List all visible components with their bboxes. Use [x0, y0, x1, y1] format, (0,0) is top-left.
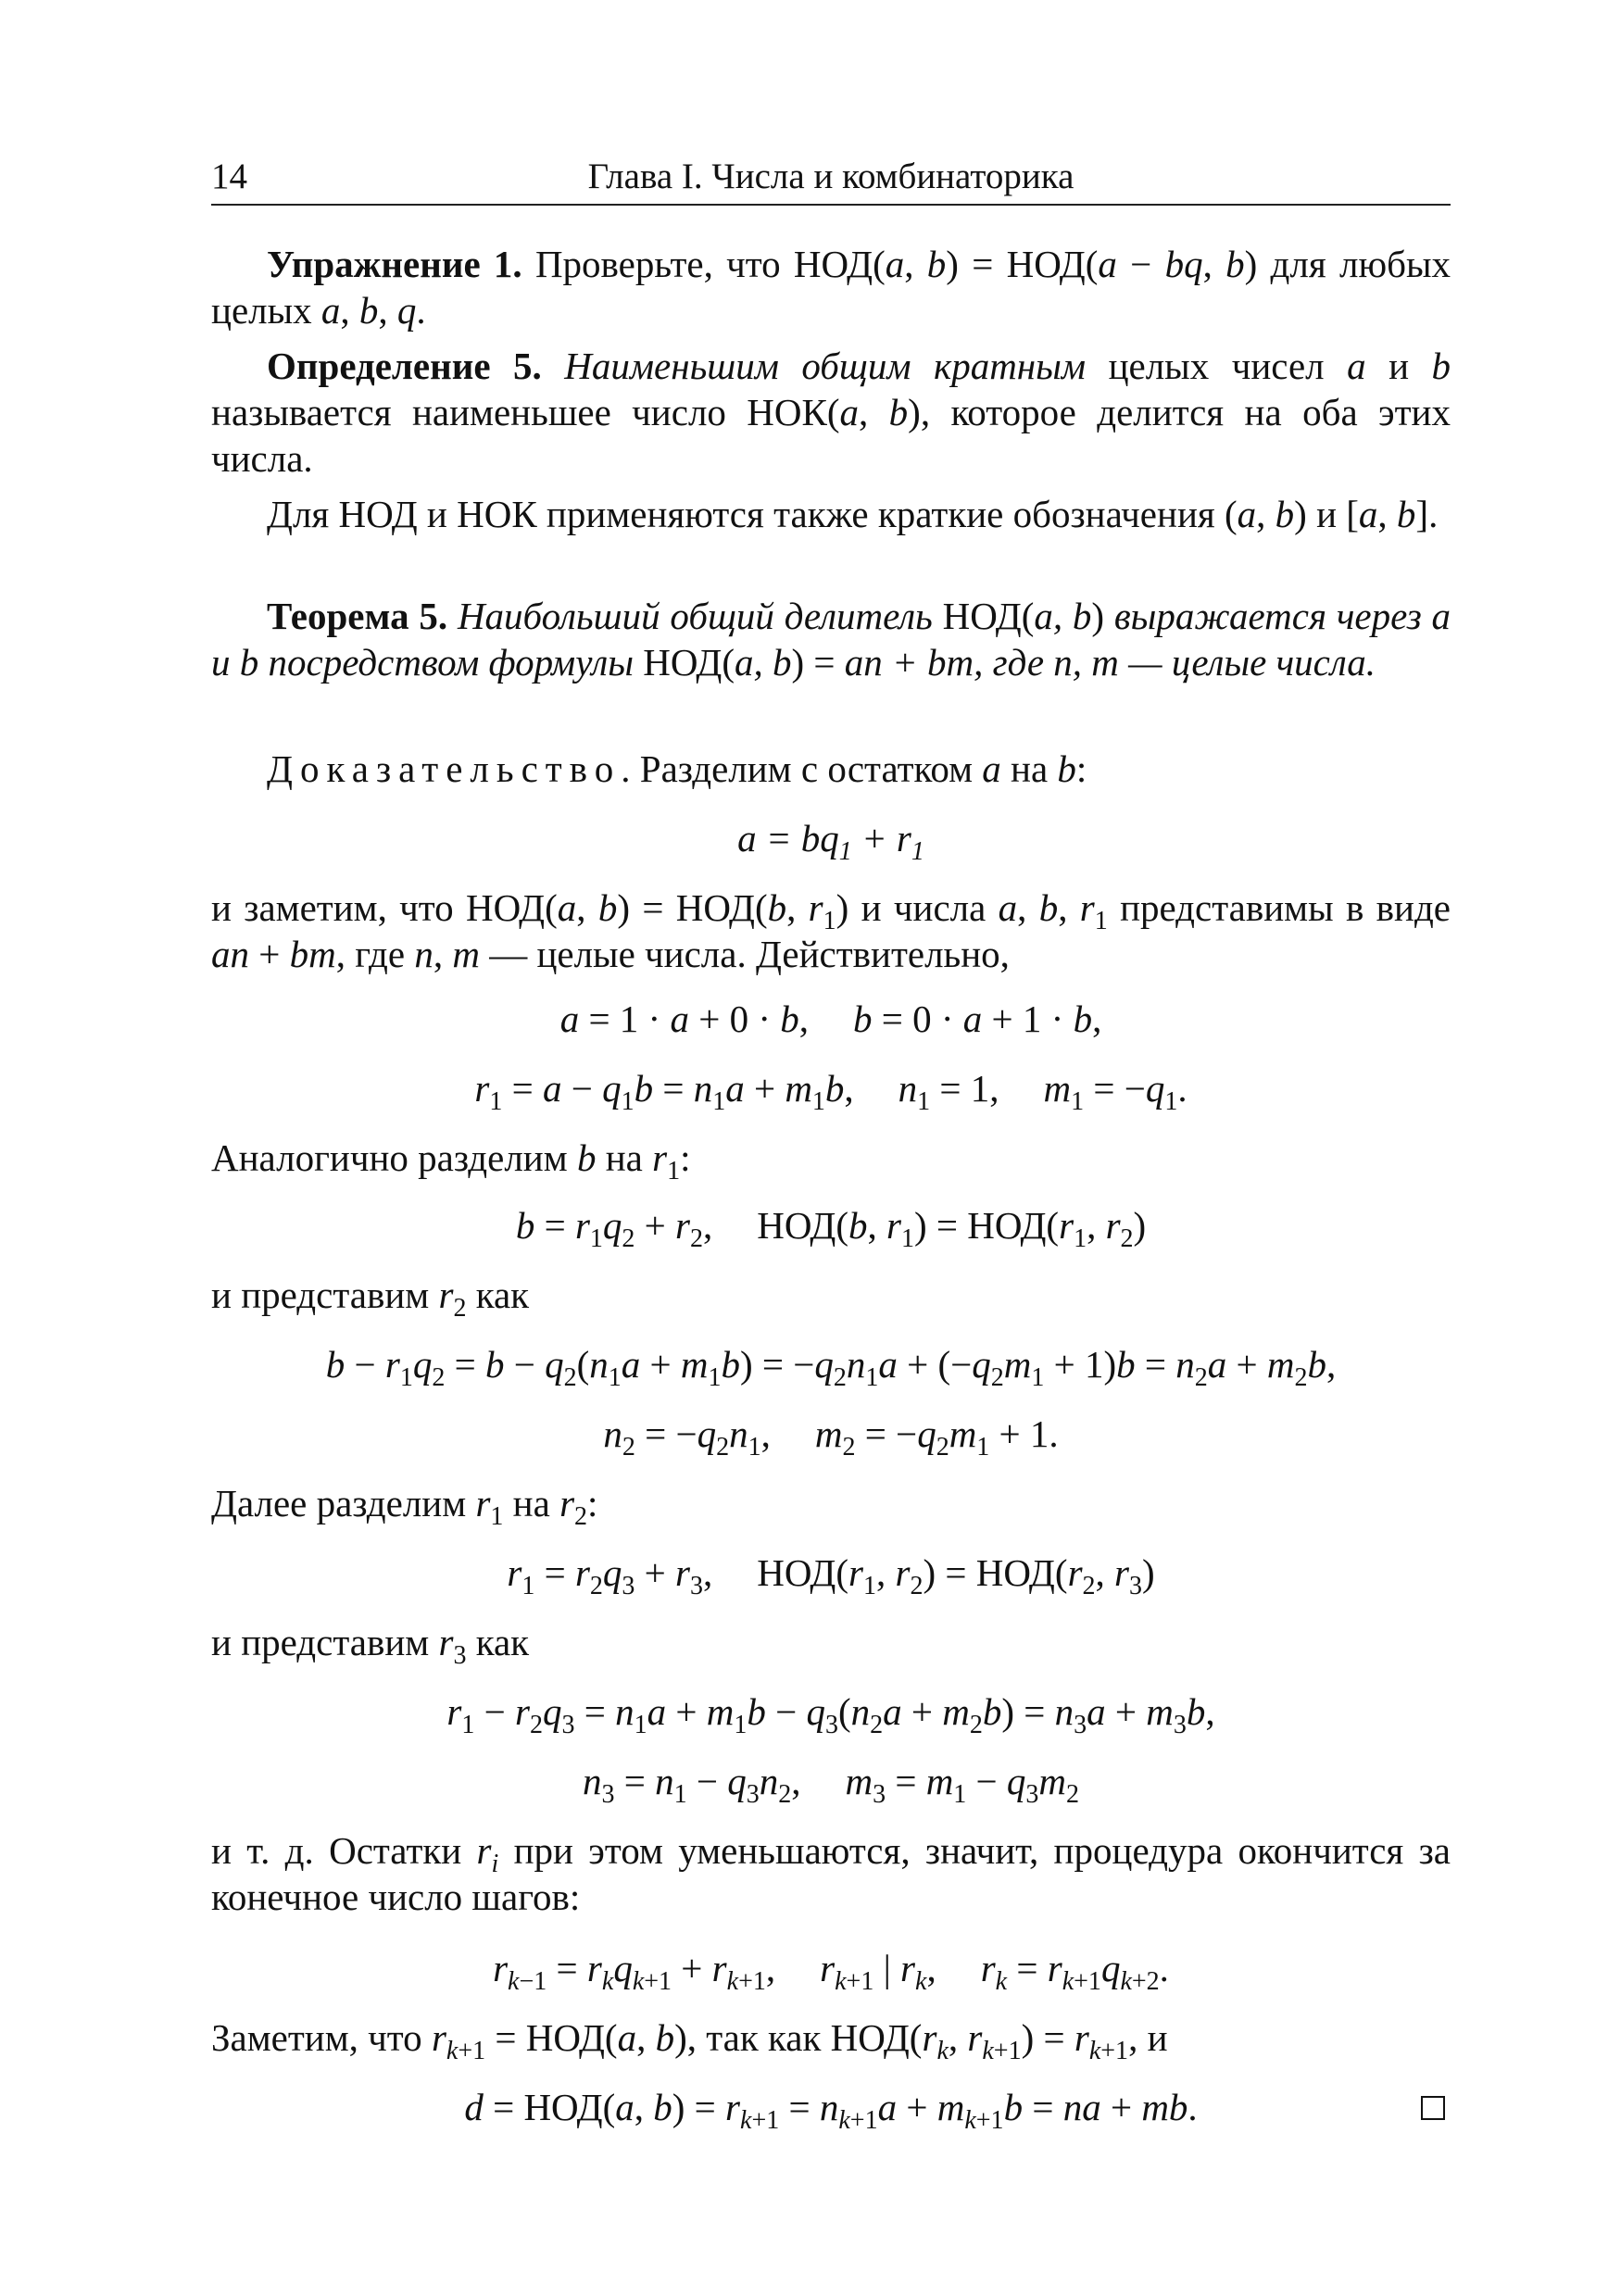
- page-number: 14: [211, 157, 247, 196]
- defined-term: Наименьшим общим кратным: [564, 345, 1087, 387]
- equation-division-2: $b = r_1q_2 + r_2$, НОД(b, $r_1) = НОД(r_1$, $r_2$): [515, 1204, 1147, 1253]
- equation-r1-representation: $r_1 = a - q_1b = n_1a + m_1b$, $n_1 = 1$, $m_1 = -q_1$.: [474, 1067, 1187, 1116]
- equation-r2-expansion: $b - r_1q_2 = b - q_2(n_1a + m_1b) = -q_2n_1a + (-q_2m_1 + 1)b = n_2a + m_2b$,: [325, 1343, 1337, 1392]
- qed-box-icon: [1421, 2096, 1445, 2120]
- theorem-label: Теорема 5.: [267, 595, 448, 637]
- equation-n2-m2: $n_2 = -q_2n_1$, $m_2 = -q_2m_1 + 1$.: [603, 1412, 1059, 1462]
- paragraph-next-divide: Далее разделим $r_1$ на $r_2$:: [211, 1482, 598, 1531]
- equation-division-3: $r_1 = r_2q_3 + r_3$, $НОД(r_1$, $r_2) = НОД(r_2$, $r_3$): [507, 1551, 1155, 1600]
- equation-division-1: $a = bq_1 + r_1$: [737, 817, 924, 866]
- equation-n3-m3: $n_3 = n_1 - q_3n_2$, $m_3 = m_1 - q_3m_2$: [582, 1760, 1080, 1809]
- chapter-title: Глава I. Числа и комбинаторика: [587, 157, 1074, 196]
- paragraph-similarly: Аналогично разделим b на $r_1$:: [211, 1136, 691, 1186]
- notation-paragraph: Для НОД и НОК применяются также краткие обозначения (a, b) и [a, b].: [267, 493, 1439, 535]
- equation-final-step: $r_{k-1} = r_kq_{k+1} + r_{k+1}$, $r_{k+1}$ | $r_k$, $r_k = r_{k+1}q_{k+2}$.: [493, 1947, 1169, 1996]
- page-header: [211, 156, 1451, 206]
- definition-5-paragraph: Определение 5. Наименьшим общим кратным целых чисел a и b называется наименьшее число НОК(a, b), которое делится на оба этих числа.: [211, 345, 1451, 480]
- theorem-5-paragraph: Теорема 5. Наибольший общий делитель НОД(a, b) выражается через a и b посредством формулы НОД(a, b) = an + bm, где n, m — целые числа.: [211, 595, 1451, 684]
- proof-label: Доказательство: [267, 747, 622, 790]
- equation-r3-expansion: $r_1 - r_2q_3 = n_1a + m_1b - q_3(n_2a + m_2b) = n_3a + m_3b$,: [446, 1690, 1215, 1739]
- paragraph-representable: и заметим, что НОД(a, b) = НОД(b, $r_1$) и числа a, b, $r_1$ представимы в виде an + bm, где n, m — целые числа. Действительно,: [211, 886, 1451, 975]
- definition-label: Определение 5.: [267, 345, 542, 387]
- paragraph-represent-r2: и представим $r_2$ как: [211, 1273, 530, 1323]
- equation-base-representations: a = 1 · a + 0 · b, b = 0 · a + 1 · b,: [559, 997, 1102, 1040]
- exercise-1-paragraph: Упражнение 1. Проверьте, что НОД(a, b) = НОД(a − bq, b) для любых целых a, b, q.: [211, 243, 1451, 332]
- equation-gcd-result: d = НОД(a, $b) = r_{k+1} = n_{k+1}a + m_{k+1}b$ = na + mb.: [464, 2086, 1198, 2135]
- paragraph-decreasing: и т. д. Остатки $r_i$ при этом уменьшаются, значит, процедура окончится за конечное число шагов:: [211, 1829, 1451, 1918]
- paragraph-represent-r3: и представим $r_3$ как: [211, 1621, 530, 1670]
- proof-paragraph: Доказательство. Разделим с остатком a на b:: [267, 747, 1087, 790]
- paragraph-note: Заметим, что $r_{k+1} = НОД(a$, b), так как $НОД(r_k$, $r_{k+1}) = r_{k+1}$, и: [211, 2016, 1168, 2065]
- exercise-label: Упражнение 1.: [267, 243, 522, 285]
